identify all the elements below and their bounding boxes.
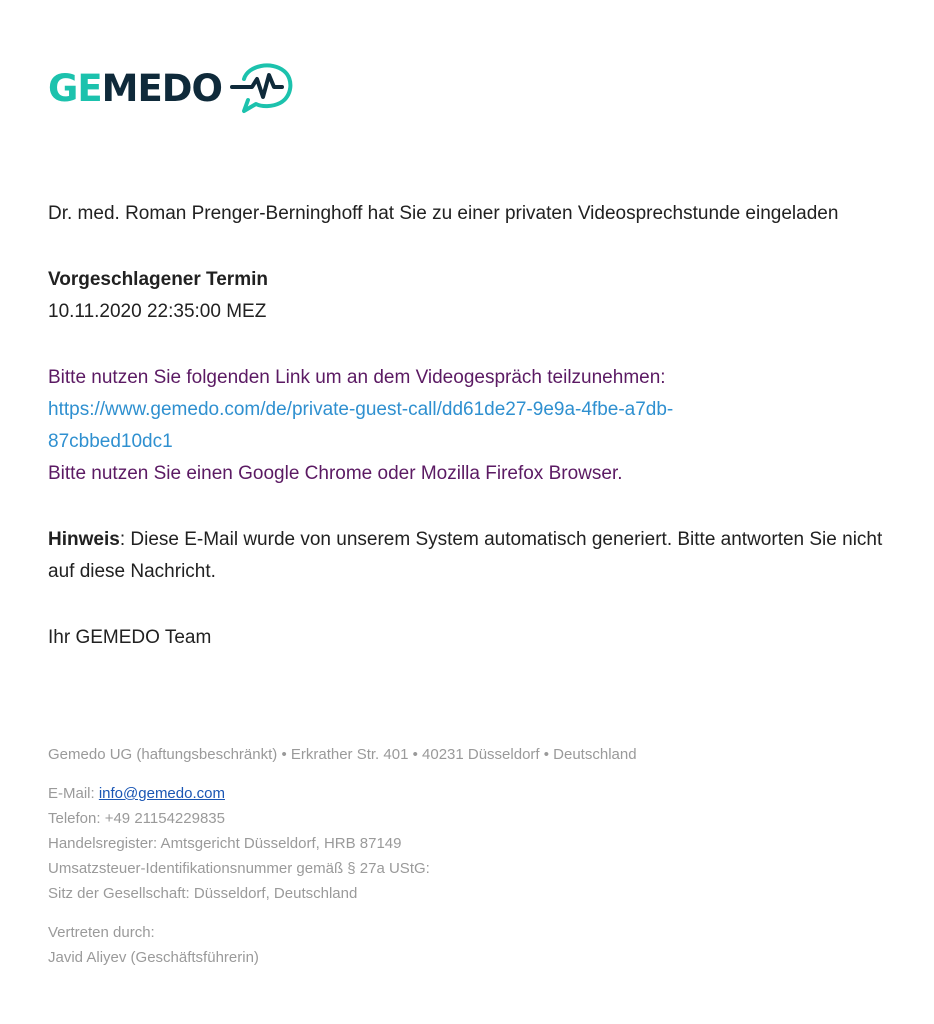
video-call-link[interactable] [48, 394, 898, 458]
notice-body: : Diese E-Mail wurde von unserem System automatisch generiert. Bitte antworten Sie nicht auf diese Nachricht. [48, 529, 883, 582]
email-footer [48, 742, 898, 970]
logo-wordmark [48, 66, 222, 110]
register-line: Handelsregister: Amtsgericht Düsseldorf, HRB 87149 [48, 835, 402, 852]
logo-wordmark-ge: GE [48, 66, 102, 110]
company-address: Gemedo UG (haftungsbeschränkt) • Erkrather Str. 401 • 40231 Düsseldorf • Deutschland [48, 746, 637, 763]
vat-line: Umsatzsteuer-Identifikationsnummer gemäß § 27a UStG: [48, 860, 430, 877]
seat-line: Sitz der Gesellschaft: Düsseldorf, Deutschland [48, 885, 358, 902]
video-call-link-line-1[interactable]: https://www.gemedo.com/de/private-guest-call/dd61de27-9e9a-4fbe-a7db- [48, 399, 674, 420]
video-call-link-line-2[interactable]: 87cbbed10dc1 [48, 431, 173, 452]
browser-note: Bitte nutzen Sie einen Google Chrome oder Mozilla Firefox Browser. [48, 463, 623, 484]
representation-details [48, 920, 898, 970]
appointment-section [48, 264, 898, 328]
phone-line: Telefon: +49 21154229835 [48, 810, 225, 827]
logo-wordmark-medo: MEDO [101, 66, 222, 110]
notice-text [48, 524, 898, 588]
speech-bubble-heartbeat-icon [230, 57, 296, 119]
signature: Ihr GEMEDO Team [48, 627, 212, 648]
notice-section [48, 524, 898, 588]
represented-name: Javid Aliyev (Geschäftsführerin) [48, 949, 259, 966]
email-body [48, 198, 898, 654]
link-intro-text: Bitte nutzen Sie folgenden Link um an dem Videogespräch teilzunehmen: [48, 367, 666, 388]
contact-details [48, 781, 898, 906]
notice-label: Hinweis [48, 529, 120, 550]
link-section [48, 362, 898, 490]
email-line [48, 781, 898, 806]
email-link[interactable]: info@gemedo.com [98, 785, 225, 802]
email-label: E-Mail: [48, 785, 99, 802]
gemedo-logo [48, 56, 296, 120]
invitation-text: Dr. med. Roman Prenger-Berninghoff hat Sie zu einer privaten Videosprechstunde eingeladen [48, 203, 839, 224]
appointment-datetime: 10.11.2020 22:35:00 MEZ [48, 301, 267, 322]
signature-section [48, 622, 898, 654]
represented-label: Vertreten durch: [48, 924, 155, 941]
appointment-label: Vorgeschlagener Termin [48, 269, 268, 290]
